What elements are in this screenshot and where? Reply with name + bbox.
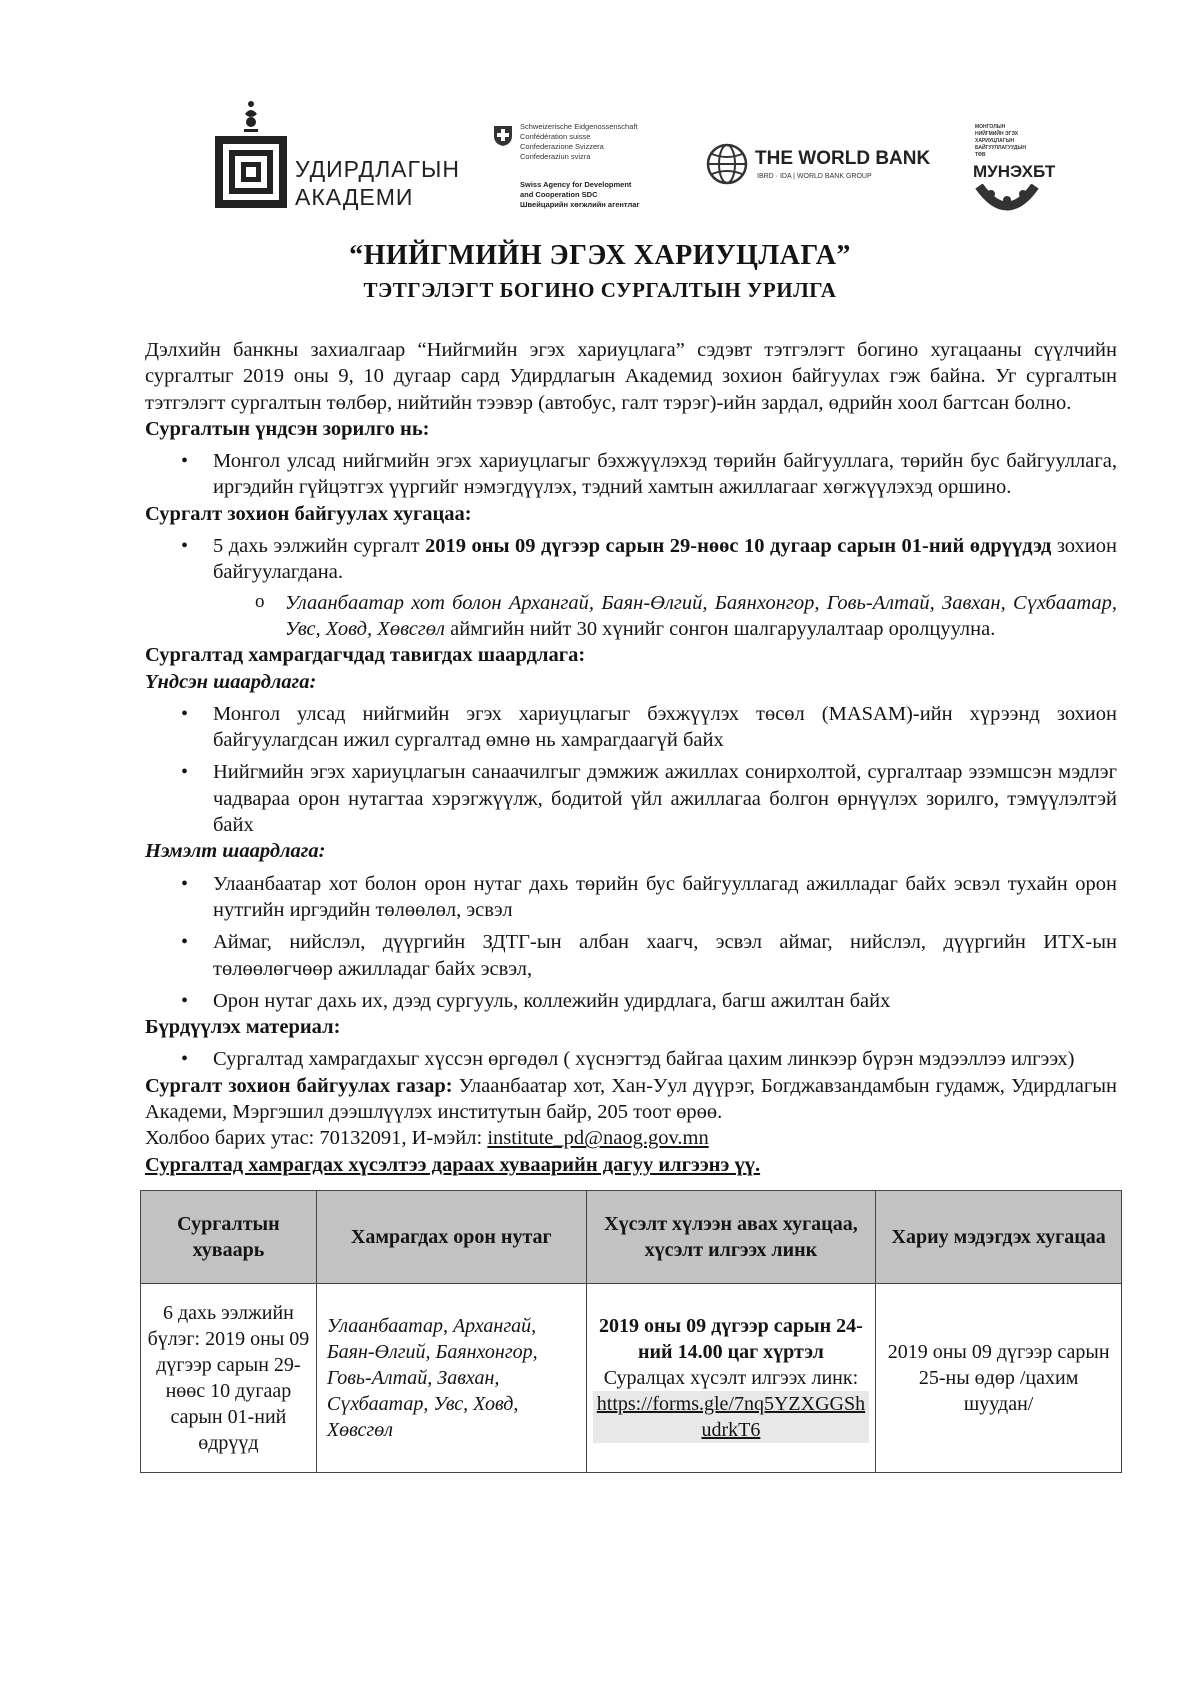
cell-schedule: 6 дахь ээлжийн бүлэг: 2019 оны 09 дүгээр сарын 29-нөөс 10 дугаар сарын 01-ний өдрүүд bbox=[141, 1284, 317, 1473]
schedule-table bbox=[140, 1190, 1122, 1473]
extra-requirements-heading: Нэмэлт шаардлага: bbox=[145, 840, 326, 863]
cell-answer: 2019 оны 09 дүгээр сарын 25-ны өдөр /цахим шуудан/ bbox=[876, 1284, 1122, 1473]
contact-text: Холбоо барих утас: 70132091, И-мэйл: bbox=[145, 1127, 488, 1150]
cell-places: Улаанбаатар, Архангай, Баян-Өлгий, Баянхонгор, Говь-Алтай, Завхан, Сүхбаатар, Увс, Ховд, Хөвсгөл bbox=[316, 1284, 586, 1473]
extra-requirements-list bbox=[145, 871, 1117, 1014]
main-requirement-item: • Монгол улсад нийгмийн эгэх хариуцлагыг бэхжүүлэх төсөл (MASAM)-ийн хүрээнд зохион байгуулагдсан ижил сургалтад өмнө нь хамрагдаагүй байх bbox=[145, 701, 1117, 754]
materials-heading: Бүрдүүлэх материал: bbox=[145, 1016, 341, 1039]
munkhbt-logo bbox=[973, 124, 1056, 224]
header-places: Хамрагдах орон нутаг bbox=[316, 1191, 586, 1284]
venue-label: Сургалт зохион байгуулах газар: bbox=[145, 1074, 453, 1097]
application-form-link[interactable]: https://forms.gle/7nq5YZXGGShudrkT6 bbox=[593, 1391, 870, 1443]
document-title: “НИЙГМИЙН ЭГЭХ ХАРИУЦЛАГА” bbox=[349, 240, 851, 271]
document-body bbox=[145, 337, 1117, 1178]
extra-requirement-item: • Улаанбаатар хот болон орон нутаг дахь төрийн бус байгууллагад ажилладаг байх эсвэл тухайн орон нутгийн иргэдийн төлөөлөл, эсвэл bbox=[145, 871, 1117, 924]
academy-name-line2: АКАДЕМИ bbox=[295, 184, 414, 210]
materials-list bbox=[145, 1046, 1117, 1072]
world-bank-subtitle: IBRD · IDA | WORLD BANK GROUP bbox=[757, 173, 872, 180]
world-bank-name: THE WORLD BANK bbox=[755, 148, 931, 169]
materials-item: • Сургалтад хамрагдахыг хүссэн өргөдөл ( хүснэгтэд байгаа цахим линкээр бүрэн мэдээллээ илгээх) bbox=[145, 1046, 1117, 1072]
extra-requirement-item: • Аймаг, нийслэл, дүүргийн ЗДТГ-ын албан хаагч, эсвэл аймаг, нийслэл, дүүргийн ИТХ-ын төлөөлөгчөөр ажилладаг байх эсвэл, bbox=[145, 929, 1117, 982]
academy-name-line1: УДИРДЛАГЫН bbox=[295, 156, 460, 182]
document-subtitle: ТЭТГЭЛЭГТ БОГИНО СУРГАЛТЫН УРИЛГА bbox=[363, 278, 837, 302]
swiss-agency-name: Swiss Agency for Development and Cooperation SDC Швейцарийн хөгжлийн агентлаг bbox=[520, 180, 640, 209]
goal-item: • Монгол улсад нийгмийн эгэх хариуцлагыг бэхжүүлэхэд төрийн байгууллага, төрийн бус байгууллага, иргэдийн гүйцэтгэх үүргийг нэмэгдүүлэх, тэдний хамтын ажиллагааг хөгжүүлэхэд оршино. bbox=[145, 448, 1117, 501]
header-answer: Хариу мэдэгдэх хугацаа bbox=[876, 1191, 1122, 1284]
swiss-confederation-names: Schweizerische Eidgenossenschaft Confédération suisse Confederazione Svizzera Confederaziun svizra bbox=[520, 122, 638, 161]
venue-text: Улаанбаатар хот, Хан-Уул дүүрэг, Богджавзандамбын гудамж, Удирдлагын Академи, Мэргэшил дээшлүүлэх институтын байр, 205 тоот өрөө. bbox=[145, 1074, 1117, 1124]
time-subitem-text: аймгийн нийт 30 хүнийг сонгон шалгаруулалтаар оролцуулна. bbox=[445, 617, 996, 640]
requirements-heading: Сургалтад хамрагдагчдад тавигдах шаардлага: bbox=[145, 644, 586, 667]
time-item-prefix: 5 дахь ээлжийн сургалт bbox=[213, 535, 425, 558]
munkhbt-name: МУНЭХБТ bbox=[973, 162, 1056, 181]
munkhbt-small-text: МОНГОЛЫН НИЙГМИЙН ЭГЭХ ХАРИУЦЛАГЫН БАЙГУУЛЛАГУУДЫН ТӨВ bbox=[975, 124, 1026, 158]
time-heading: Сургалт зохион байгуулах хугацаа: bbox=[145, 502, 472, 525]
time-subitem bbox=[145, 590, 1117, 643]
main-requirement-item: • Нийгмийн эгэх хариуцлагын санаачилгыг дэмжиж ажиллах сонирхолтой, сургалтаар эзэмшсэн мэдлэг чадвараа орон нутагтаа хэрэгжүүлж, бодитой үйл ажиллагаа болгон өрнүүлэх зорилго, тэмүүлэлтэй байх bbox=[145, 759, 1117, 838]
header-schedule: Сургалтын хуваарь bbox=[141, 1191, 317, 1284]
academy-name bbox=[295, 155, 460, 211]
header-deadline: Хүсэлт хүлээн авах хугацаа, хүсэлт илгээх линк bbox=[586, 1191, 876, 1284]
schedule-note: Сургалтад хамрагдах хүсэлтээ дараах хуваарийн дагуу илгээнэ үү. bbox=[145, 1153, 761, 1176]
time-item-dates: 2019 оны 09 дүгээр сарын 29-нөөс 10 дугаар сарын 01-ний өдрүүдэд bbox=[425, 535, 1052, 558]
intro-paragraph: Дэлхийн банкны захиалгаар “Нийгмийн эгэх хариуцлага” сэдэвт тэтгэлэгт богино хугацааны сүүлчийн сургалтыг 2019 оны 9, 10 дугаар сард Удирдлагын Академид зохион байгуулах гэж байна. Уг сургалтын тэтгэлэгт сургалтын төлбөр, нийтийн тээвэр (автобус, галт тэрэг)-ийн зардал, өдрийн хоол багтсан болно. bbox=[145, 339, 1117, 414]
goal-heading: Сургалтын үндсэн зорилго нь: bbox=[145, 417, 430, 440]
munkhbt-emblem-icon bbox=[975, 184, 1039, 224]
time-item bbox=[145, 533, 1117, 586]
swiss-cross-icon bbox=[492, 124, 514, 146]
main-requirements-heading: Үндсэн шаардлага: bbox=[145, 670, 317, 693]
venue-paragraph bbox=[145, 1073, 1117, 1126]
cell-deadline bbox=[586, 1284, 876, 1473]
academy-logo bbox=[215, 100, 465, 210]
time-list bbox=[145, 533, 1117, 642]
swiss-sdc-logo bbox=[490, 122, 680, 222]
time-subitem-places: Улаанбаатар хот болон Архангай, Баян-Өлгий, Баянхонгор, Говь-Алтай, Завхан, Сүхбаатар, Увс, Ховд, Хөвсгөл bbox=[285, 591, 1117, 640]
academy-emblem-icon bbox=[215, 100, 290, 210]
world-bank-globe-icon bbox=[705, 142, 749, 186]
main-requirements-list bbox=[145, 701, 1117, 838]
world-bank-logo bbox=[705, 140, 945, 200]
deadline-date: 2019 оны 09 дүгээр сарын 24-ний 14.00 цаг хүртэл bbox=[599, 1315, 863, 1363]
deadline-text: Суралцах хүсэлт илгээх линк: bbox=[603, 1367, 859, 1389]
contact-line bbox=[145, 1125, 1117, 1151]
contact-email-link[interactable]: institute_pd@naog.gov.mn bbox=[487, 1127, 709, 1150]
logo-strip bbox=[0, 100, 1200, 230]
extra-requirement-item: • Орон нутаг дахь их, дээд сургууль, коллежийн удирдлага, багш ажилтан байх bbox=[145, 988, 1117, 1014]
goal-list bbox=[145, 448, 1117, 501]
time-item-suffix: зохион байгуулагдана. bbox=[213, 535, 1117, 584]
table-row bbox=[141, 1284, 1122, 1473]
table-header-row bbox=[141, 1191, 1122, 1284]
